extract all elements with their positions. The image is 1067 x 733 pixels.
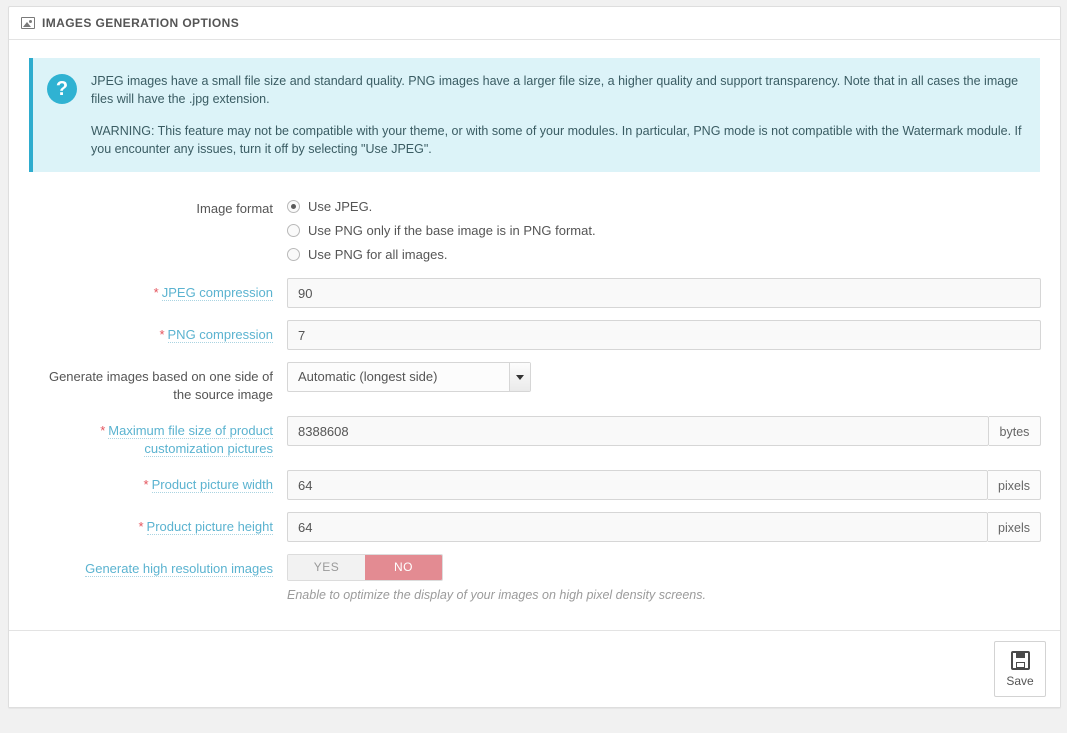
picture-width-unit: pixels <box>988 470 1041 500</box>
png-compression-input-wrap <box>287 320 1041 350</box>
required-marker: * <box>143 477 149 492</box>
png-compression-label <box>29 320 287 344</box>
jpeg-compression-input-wrap <box>287 278 1041 308</box>
form-row-image-format <box>29 194 1040 266</box>
toggle-option-yes[interactable]: YES <box>288 555 365 580</box>
picture-height-input[interactable] <box>287 512 988 542</box>
max-file-size-unit: bytes <box>989 416 1041 446</box>
picture-height-label <box>29 512 287 536</box>
form-row-generate-side <box>29 362 1040 404</box>
max-file-size-label <box>29 416 287 458</box>
max-file-size-input-wrap <box>287 416 1041 446</box>
toggle-option-no[interactable]: NO <box>365 555 442 580</box>
image-format-label: Image format <box>196 201 273 216</box>
radio-label-use-jpeg: Use JPEG. <box>308 198 373 214</box>
picture-height-unit: pixels <box>988 512 1041 542</box>
picture-width-label <box>29 470 287 494</box>
page-title: IMAGES GENERATION OPTIONS <box>42 16 240 30</box>
high-resolution-toggle[interactable] <box>287 554 443 581</box>
callout-paragraph-1: JPEG images have a small file size and standard quality. PNG images have a larger file size, a higher quality and support transparency. Note that in all cases the image files will have the .jpg extension. <box>91 74 1019 106</box>
chevron-down-icon[interactable] <box>509 363 530 391</box>
jpeg-compression-control <box>287 278 1041 308</box>
generate-side-selected-value: Automatic (longest side) <box>298 369 438 384</box>
floppy-disk-icon <box>1011 651 1030 670</box>
form-row-high-resolution <box>29 554 1040 602</box>
max-file-size-label-line2[interactable]: customization pictures <box>144 441 273 456</box>
question-mark-icon: ? <box>47 74 77 104</box>
radio-icon-use-jpeg[interactable] <box>287 200 300 213</box>
generate-side-control <box>287 362 1040 392</box>
high-resolution-hint: Enable to optimize the display of your images on high pixel density screens. <box>287 588 706 602</box>
max-file-size-input[interactable] <box>287 416 989 446</box>
required-marker: * <box>100 423 106 438</box>
picture-width-input[interactable] <box>287 470 988 500</box>
png-compression-label-text[interactable]: PNG compression <box>167 327 273 342</box>
radio-option-use-png-if-base[interactable] <box>287 218 1040 242</box>
generate-side-label-line2: the source image <box>173 387 273 402</box>
radio-option-use-png-all[interactable] <box>287 242 1040 266</box>
generate-side-label-line1: Generate images based on one side of <box>48 369 273 384</box>
jpeg-compression-input[interactable] <box>287 278 1041 308</box>
radio-icon-use-png-if-base[interactable] <box>287 224 300 237</box>
panel-header <box>9 7 1060 40</box>
radio-option-use-jpeg[interactable] <box>287 194 1040 218</box>
picture-width-control <box>287 470 1041 500</box>
picture-height-label-text[interactable]: Product picture height <box>146 519 273 534</box>
picture-height-control <box>287 512 1041 542</box>
form-row-png-compression <box>29 320 1040 350</box>
save-button[interactable] <box>994 641 1046 697</box>
max-file-size-label-line1[interactable]: Maximum file size of product <box>108 423 273 438</box>
callout-text <box>91 72 1024 158</box>
form-row-picture-width <box>29 470 1040 500</box>
form-row-max-file-size <box>29 416 1040 458</box>
jpeg-compression-label <box>29 278 287 302</box>
form-row-jpeg-compression <box>29 278 1040 308</box>
max-file-size-control <box>287 416 1041 446</box>
high-resolution-label-text[interactable]: Generate high resolution images <box>85 561 273 576</box>
form-row-picture-height <box>29 512 1040 542</box>
picture-width-label-text[interactable]: Product picture width <box>151 477 273 492</box>
info-callout <box>29 58 1040 172</box>
save-button-label: Save <box>1006 673 1034 688</box>
panel-footer <box>9 630 1060 707</box>
required-marker: * <box>159 327 165 342</box>
generate-side-select[interactable] <box>287 362 531 392</box>
image-format-options <box>287 194 1040 266</box>
callout-paragraph-2: WARNING: This feature may not be compatible with your theme, or with some of your modules. In particular, PNG mode is not compatible with the Watermark module. If you encounter any issues, turn it off by selecting "Use JPEG". <box>91 124 1022 156</box>
high-resolution-control <box>287 554 1040 602</box>
required-marker: * <box>153 285 159 300</box>
picture-width-input-wrap <box>287 470 1041 500</box>
radio-label-use-png-if-base: Use PNG only if the base image is in PNG format. <box>308 222 596 238</box>
images-generation-options-panel <box>8 6 1061 708</box>
generate-side-label <box>29 362 287 404</box>
png-compression-control <box>287 320 1041 350</box>
image-icon <box>21 17 35 29</box>
high-resolution-label <box>29 554 287 578</box>
png-compression-input[interactable] <box>287 320 1041 350</box>
picture-height-input-wrap <box>287 512 1041 542</box>
jpeg-compression-label-text[interactable]: JPEG compression <box>161 285 273 300</box>
radio-icon-use-png-all[interactable] <box>287 248 300 261</box>
settings-form <box>29 180 1040 620</box>
panel-body <box>9 40 1060 630</box>
required-marker: * <box>138 519 144 534</box>
radio-label-use-png-all: Use PNG for all images. <box>308 246 448 262</box>
